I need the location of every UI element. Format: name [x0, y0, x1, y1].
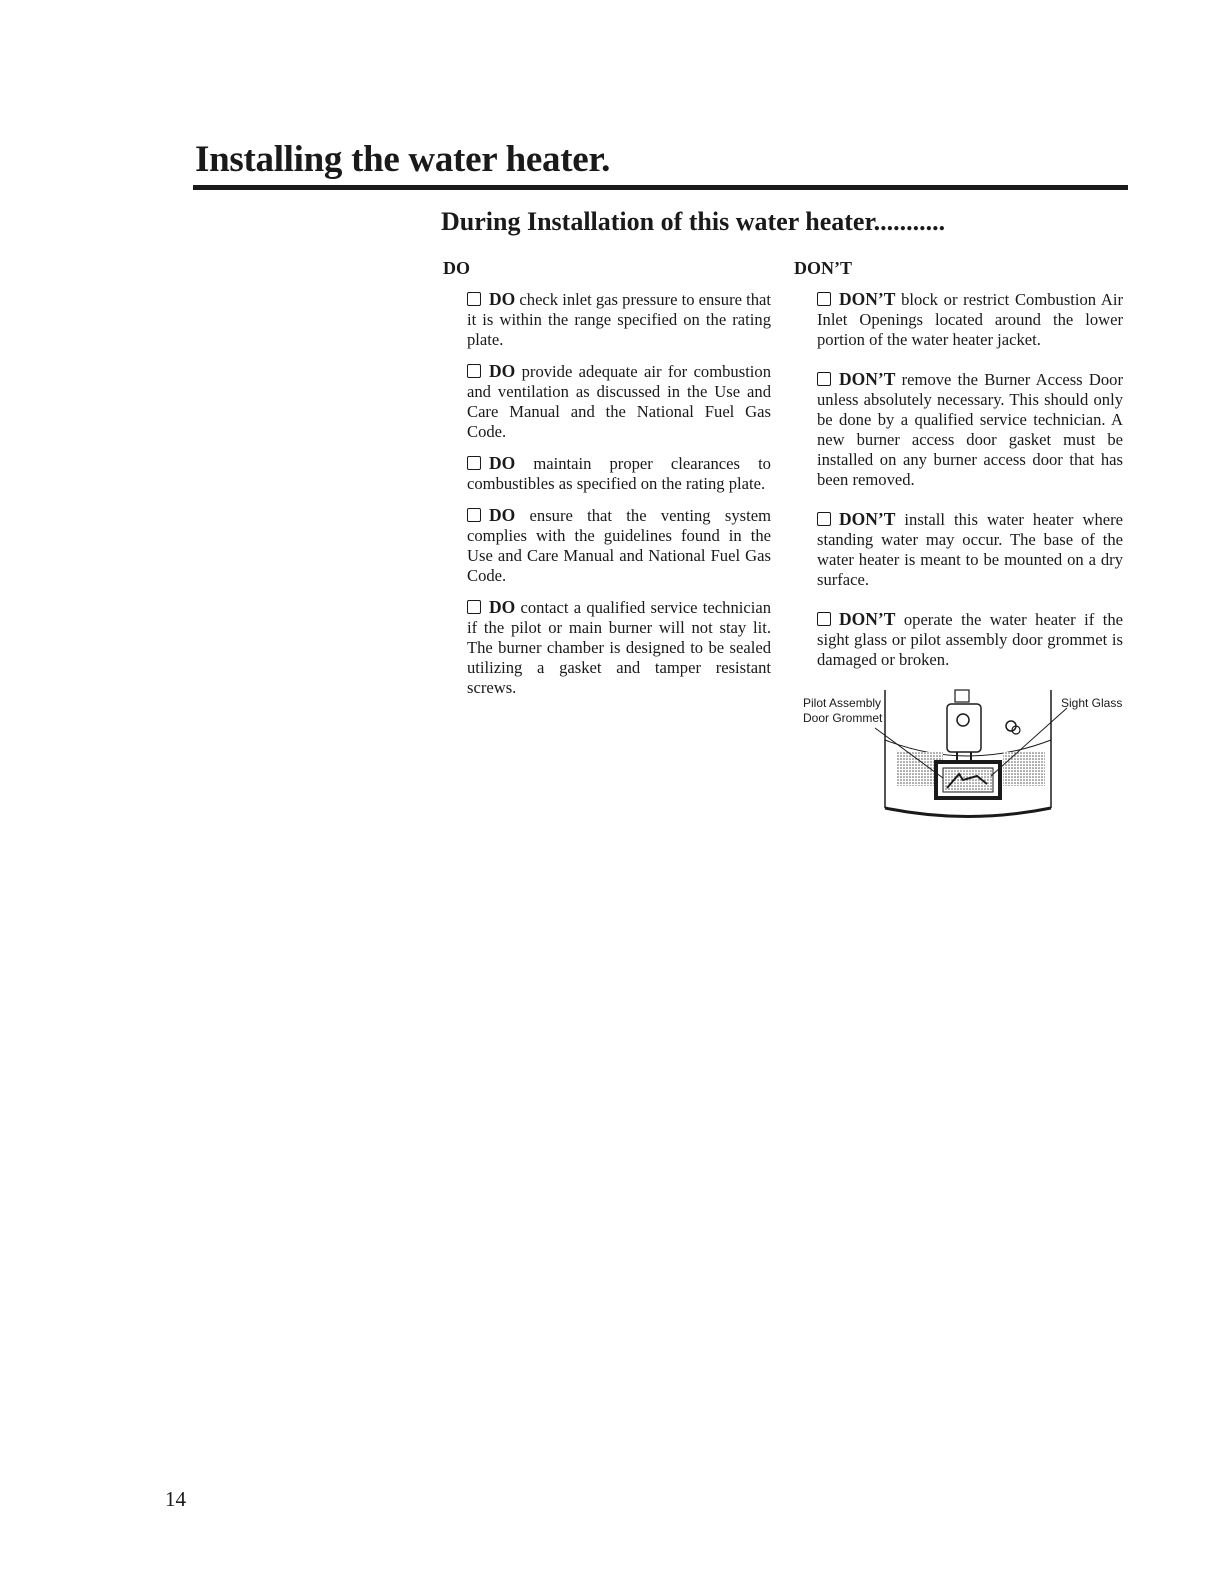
do-text: provide adequate air for combustion and ventilation as discussed in the Use and Care Manual and the National Fuel Gas Code. — [467, 362, 772, 441]
do-keyword: DO — [489, 453, 516, 473]
dont-text: operate the water heater if the sight glass or pilot assembly door grommet is damaged or broken. — [817, 610, 1123, 669]
dont-item — [817, 289, 1123, 350]
do-text: maintain proper clearances to combustibles as specified on the rating plate. — [467, 454, 771, 493]
do-keyword: DO — [489, 361, 516, 381]
gas-valve — [947, 704, 981, 752]
dont-text: remove the Burner Access Door unless absolutely necessary. This should only be done by a qualified service technician. A new burner access door gasket must be installed on any burner access door that has been removed. — [817, 370, 1123, 489]
dont-keyword: DON’T — [839, 289, 896, 309]
checkbox-icon — [817, 372, 831, 386]
do-list — [467, 289, 771, 709]
do-item — [467, 505, 771, 586]
dont-item — [817, 609, 1123, 670]
do-text: ensure that the venting system complies with the guidelines found in the Use and Care Manual and National Fuel Gas Code. — [467, 506, 771, 585]
dont-list — [817, 289, 1123, 689]
checkbox-icon — [467, 364, 481, 378]
do-keyword: DO — [489, 597, 516, 617]
do-item — [467, 361, 771, 442]
checkbox-icon — [467, 456, 481, 470]
checkbox-icon — [467, 508, 481, 522]
heater-base-rim — [885, 808, 1051, 817]
dont-keyword: DON’T — [839, 609, 896, 629]
dont-text: install this water heater where standing water may occur. The base of the water heater is meant to be mounted on a dry surface. — [817, 510, 1123, 589]
sight-glass-label: Sight Glass — [1061, 696, 1123, 710]
do-item — [467, 289, 771, 350]
section-subtitle: During Installation of this water heater........... — [441, 207, 946, 236]
dont-item — [817, 369, 1123, 490]
do-item — [467, 597, 771, 698]
pilot-assembly-label: Pilot Assembly Door Grommet — [803, 696, 883, 725]
dont-keyword: DON’T — [839, 369, 896, 389]
do-column-heading: DO — [443, 258, 470, 278]
air-inlet-right — [1003, 752, 1045, 786]
dont-text: block or restrict Combustion Air Inlet Openings located around the lower portion of the water heater jacket. — [817, 290, 1123, 349]
burner-door-diagram — [795, 680, 1135, 830]
checkbox-icon — [817, 292, 831, 306]
checkbox-icon — [817, 512, 831, 526]
do-text: contact a qualified service technician if the pilot or main burner will not stay lit. The burner chamber is designed to be sealed utilizing a gasket and tamper resistant screws. — [467, 598, 771, 697]
dont-item — [817, 509, 1123, 590]
title-rule — [193, 185, 1128, 190]
do-keyword: DO — [489, 289, 516, 309]
page-number: 14 — [165, 1487, 186, 1511]
do-item — [467, 453, 771, 494]
checkbox-icon — [817, 612, 831, 626]
do-text: check inlet gas pressure to ensure that it is within the range specified on the rating plate. — [467, 290, 771, 349]
checkbox-icon — [467, 292, 481, 306]
dont-column-heading: DON’T — [794, 258, 852, 278]
checkbox-icon — [467, 600, 481, 614]
page-title: Installing the water heater. — [195, 139, 611, 180]
dont-keyword: DON’T — [839, 509, 896, 529]
do-keyword: DO — [489, 505, 516, 525]
